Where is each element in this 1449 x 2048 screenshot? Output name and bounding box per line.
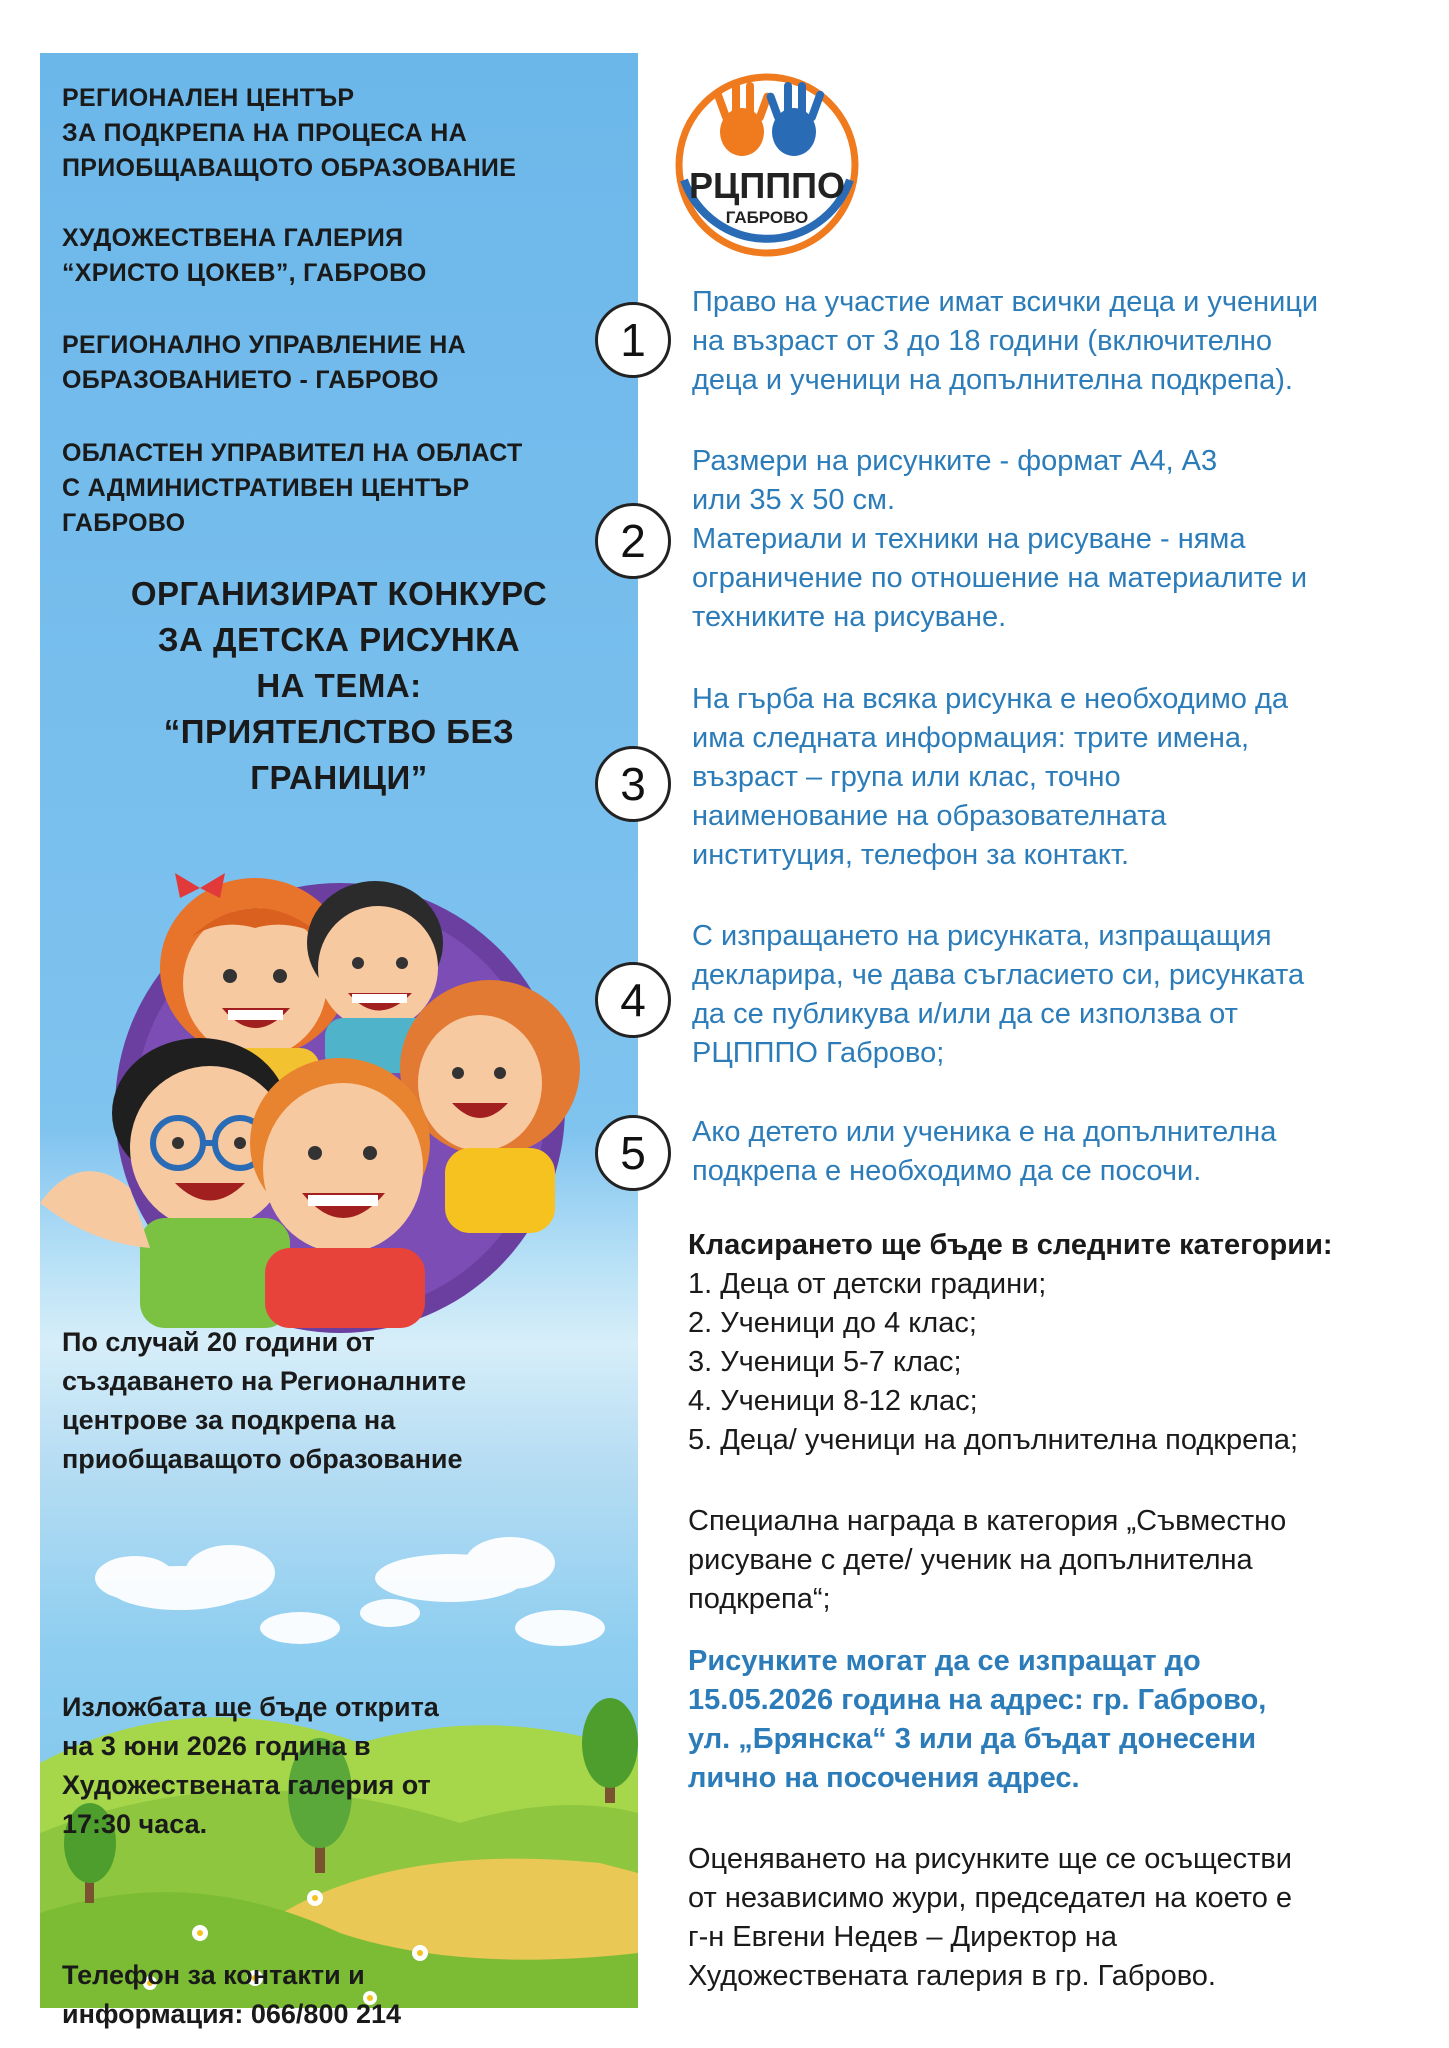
step-line: техниките на рисуване. xyxy=(692,601,1007,633)
step-line: наименование на образователната xyxy=(692,800,1167,832)
submission-deadline xyxy=(688,1642,1428,1798)
organizer-line: ПРИОБЩАВАЩОТО ОБРАЗОВАНИЕ xyxy=(62,154,517,182)
occasion-line: центрове за подкрепа на xyxy=(62,1405,396,1435)
organizer-ruo xyxy=(62,328,466,398)
step-5-text xyxy=(692,1113,1422,1191)
step-5-number: 5 xyxy=(595,1115,671,1191)
step-1-text xyxy=(692,283,1422,400)
step-line: има следната информация: трите имена, xyxy=(692,722,1250,754)
step-line: РЦПППО Габрово; xyxy=(692,1037,945,1069)
step-line: на възраст от 3 до 18 години (включително xyxy=(692,325,1273,357)
category-item: 2. Ученици до 4 клас; xyxy=(688,1307,977,1339)
special-award-line: подкрепа“; xyxy=(688,1583,831,1615)
logo-city: ГАБРОВО xyxy=(725,208,809,227)
step-line: На гърба на всяка рисунка е необходимо да xyxy=(692,683,1289,715)
headline-line: “ПРИЯТЕЛСТВО БЕЗ xyxy=(163,713,515,750)
step-4-text xyxy=(692,917,1422,1073)
step-3-text xyxy=(692,680,1422,875)
category-item: 5. Деца/ ученици на допълнителна подкрепа; xyxy=(688,1424,1299,1456)
deadline-line: лично на посочения адрес. xyxy=(688,1762,1080,1794)
category-item: 3. Ученици 5-7 клас; xyxy=(688,1346,962,1378)
special-award-line: рисуване с дете/ ученик на допълнителна xyxy=(688,1544,1253,1576)
deadline-line: 15.05.2026 година на адрес: гр. Габрово, xyxy=(688,1684,1267,1716)
step-line: институция, телефон за контакт. xyxy=(692,839,1130,871)
occasion-line: създаването на Регионалните xyxy=(62,1366,467,1396)
step-line: да се публикува и/или да се използва от xyxy=(692,998,1238,1030)
exhibition-line: на 3 юни 2026 година в xyxy=(62,1731,371,1761)
contest-headline xyxy=(40,571,638,801)
step-1-number: 1 xyxy=(595,302,671,378)
category-item: 4. Ученици 8-12 клас; xyxy=(688,1385,978,1417)
jury-line: Оценяването на рисунките ще се осъществи xyxy=(688,1843,1293,1875)
step-3-number: 3 xyxy=(595,746,671,822)
step-line: Право на участие имат всички деца и ученици xyxy=(692,286,1319,318)
organizer-line: ЗА ПОДКРЕПА НА ПРОЦЕСА НА xyxy=(62,119,467,147)
deadline-line: Рисунките могат да се изпращат до xyxy=(688,1645,1201,1677)
step-line: Материали и техники на рисуване - няма xyxy=(692,523,1246,555)
occasion-line: По случай 20 години от xyxy=(62,1327,375,1357)
step-4-number: 4 xyxy=(595,962,671,1038)
rcpppo-logo xyxy=(672,70,862,260)
headline-line: ГРАНИЦИ” xyxy=(250,759,428,796)
logo-name: РЦПППО xyxy=(689,165,845,206)
organizer-line: ОБЛАСТЕН УПРАВИТЕЛ НА ОБЛАСТ xyxy=(62,439,523,467)
headline-line: НА ТЕМА: xyxy=(256,667,422,704)
step-line: деца и ученици на допълнителна подкрепа). xyxy=(692,364,1293,396)
special-award-line: Специална награда в категория „Съвместно xyxy=(688,1505,1287,1537)
step-line: декларира, че дава съгласието си, рисунката xyxy=(692,959,1305,991)
organizer-line: ГАБРОВО xyxy=(62,509,186,537)
step-line: подкрепа е необходимо да се посочи. xyxy=(692,1155,1202,1187)
step-line: възраст – група или клас, точно xyxy=(692,761,1121,793)
organizer-rc xyxy=(62,81,516,186)
jury-line: от независимо жури, председател на което е xyxy=(688,1882,1293,1914)
deadline-line: ул. „Брянска“ 3 или да бъдат донесени xyxy=(688,1723,1257,1755)
organizer-governor xyxy=(62,436,523,541)
anniversary-note xyxy=(62,1323,602,1479)
exhibition-line: 17:30 часа. xyxy=(62,1809,208,1839)
glasses-boy-figure xyxy=(40,1038,290,1328)
headline-line: ОРГАНИЗИРАТ КОНКУРС xyxy=(130,575,548,612)
organizer-line: РЕГИОНАЛНО УПРАВЛЕНИЕ НА xyxy=(62,331,466,359)
jury-line: Художествената галерия в гр. Габрово. xyxy=(688,1960,1216,1992)
organizer-line: “ХРИСТО ЦОКЕВ”, ГАБРОВО xyxy=(62,259,427,287)
exhibition-line: Художествената галерия от xyxy=(62,1770,431,1800)
step-line: Ако детето или ученика е на допълнителна xyxy=(692,1116,1277,1148)
step-line: С изпращането на рисунката, изпращащия xyxy=(692,920,1272,952)
jury-info xyxy=(688,1840,1428,1996)
jury-line: г-н Евгени Недев – Директор на xyxy=(688,1921,1118,1953)
left-panel xyxy=(40,53,638,2029)
organizer-line: ХУДОЖЕСТВЕНА ГАЛЕРИЯ xyxy=(62,224,404,252)
step-line: или 35 х 50 см. xyxy=(692,484,896,516)
contact-line: Телефон за контакти и xyxy=(62,1960,365,1990)
children-illustration xyxy=(40,858,638,1328)
exhibition-line: Изложбата ще бъде открита xyxy=(62,1692,439,1722)
categories-list xyxy=(688,1226,1428,1460)
exhibition-info xyxy=(62,1688,532,1844)
step-2-number: 2 xyxy=(595,503,671,579)
step-line: ограничение по отношение на материалите и xyxy=(692,562,1308,594)
organizer-line: РЕГИОНАЛЕН ЦЕНТЪР xyxy=(62,84,355,112)
step-2-text xyxy=(692,442,1422,637)
organizer-gallery xyxy=(62,221,427,291)
organizer-line: С АДМИНИСТРАТИВЕН ЦЕНТЪР xyxy=(62,474,470,502)
organizer-line: ОБРАЗОВАНИЕТО - ГАБРОВО xyxy=(62,366,439,394)
contact-info xyxy=(62,1956,542,2034)
category-item: 1. Деца от детски градини; xyxy=(688,1268,1047,1300)
headline-line: ЗА ДЕТСКА РИСУНКА xyxy=(157,621,521,658)
step-line: Размери на рисунките - формат А4, А3 xyxy=(692,445,1218,477)
special-award xyxy=(688,1502,1428,1619)
contact-line: информация: 066/800 214 xyxy=(62,1999,402,2029)
categories-title: Класирането ще бъде в следните категории: xyxy=(688,1229,1333,1261)
front-boy-figure xyxy=(250,1058,430,1328)
occasion-line: приобщаващото образование xyxy=(62,1444,463,1474)
